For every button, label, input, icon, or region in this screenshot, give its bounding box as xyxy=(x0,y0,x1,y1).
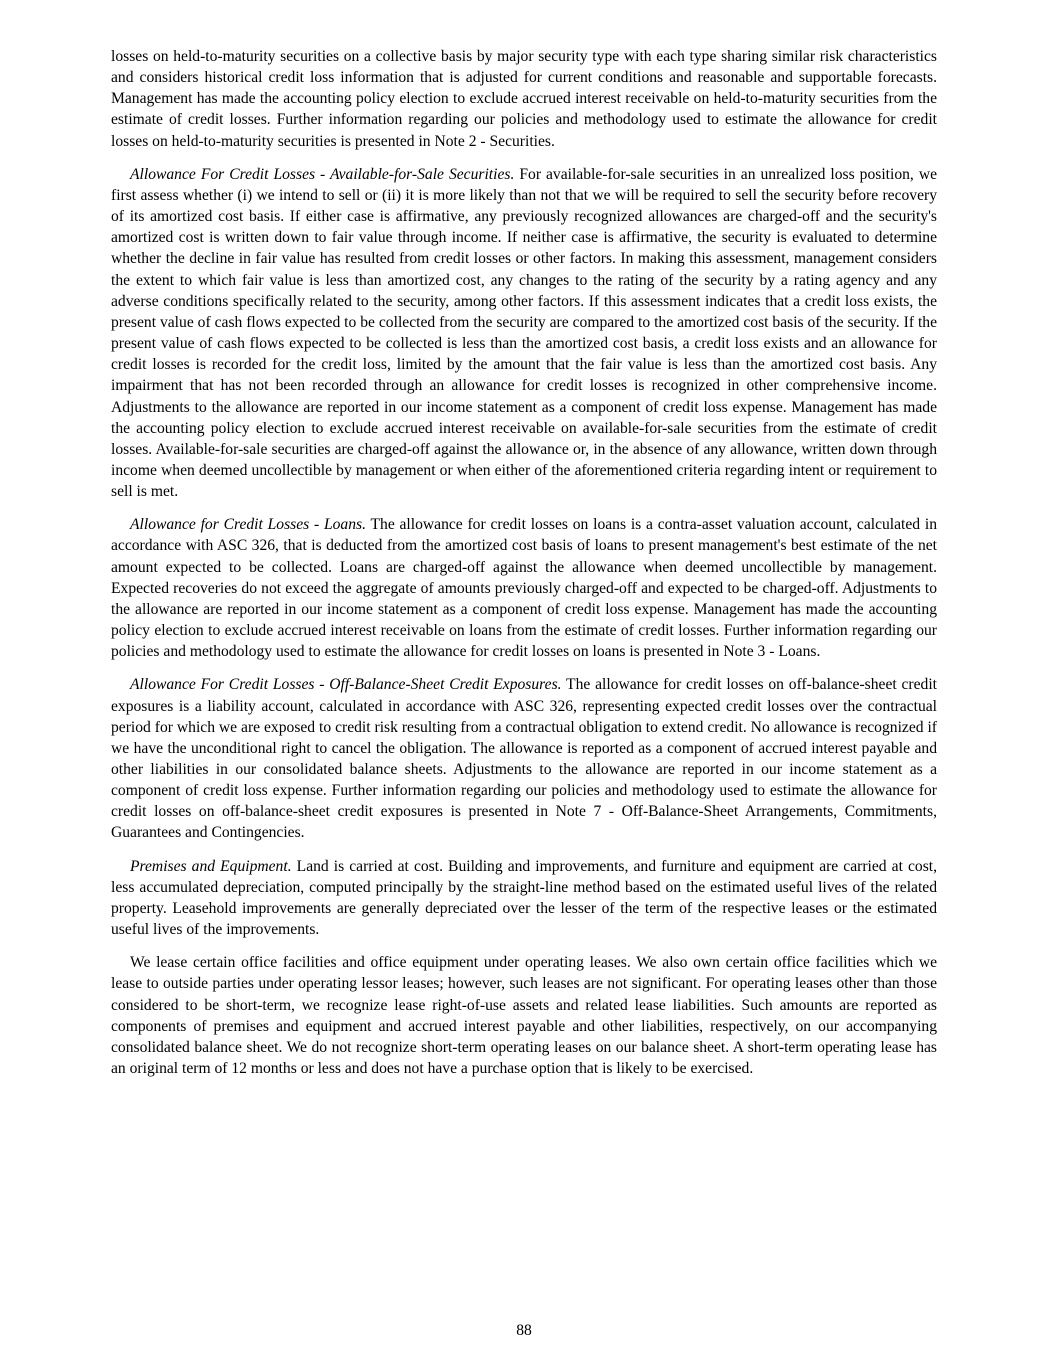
paragraph-held-to-maturity-continued xyxy=(111,46,937,152)
paragraph-heading: Allowance For Credit Losses - Off-Balance-Sheet Credit Exposures. xyxy=(130,676,562,694)
paragraph-premises-equipment xyxy=(111,856,937,941)
paragraph-leases xyxy=(111,952,937,1079)
paragraph-text: The allowance for credit losses on off-balance-sheet credit exposures is a liability account, calculated in accordance with ASC 326, representing expected credit losses over the contractual period for which we are exposed to credit risk resulting from a contractual obligation to extend credit. No allowance is recognized if we have the unconditional right to cancel the obligation. The allowance is reported as a component of accrued interest payable and other liabilities in our consolidated balance sheets. Adjustments to the allowance are reported in our income statement as a component of credit loss expense. Further information regarding our policies and methodology used to estimate the allowance for credit losses on off-balance-sheet credit exposures is presented in Note 7 - Off-Balance-Sheet Arrangements, Commitments, Guarantees and Contingencies. xyxy=(111,676,937,842)
paragraph-text: For available-for-sale securities in an unrealized loss position, we first assess whether (i) we intend to sell or (ii) it is more likely than not that we will be required to sell the security before recovery of its amortized cost basis. If either case is affirmative, any previously recognized allowances are charged-off and the security's amortized cost is written down to fair value through income. If neither case is affirmative, the security is evaluated to determine whether the decline in fair value has resulted from credit losses or other factors. In making this assessment, management considers the extent to which fair value is less than amortized cost, any changes to the rating of the security by a rating agency and any adverse conditions specifically related to the security, among other factors. If this assessment indicates that a credit loss exists, the present value of cash flows expected to be collected from the security are compared to the amortized cost basis of the security. If the present value of cash flows expected to be collected is less than the amortized cost basis, a credit loss exists and an allowance for credit losses is recorded for the credit loss, limited by the amount that the fair value is less than the amortized cost basis. Any impairment that has not been recorded through an allowance for credit losses is recognized in other comprehensive income. Adjustments to the allowance are reported in our income statement as a component of credit loss expense. Management has made the accounting policy election to exclude accrued interest receivable on available-for-sale securities from the estimate of credit losses. Available-for-sale securities are charged-off against the allowance or, in the absence of any allowance, written down through income when deemed uncollectible by management or when either of the aforementioned criteria regarding intent or requirement to sell is met. xyxy=(111,165,937,501)
paragraph-heading: Allowance For Credit Losses - Available-for-Sale Securities. xyxy=(130,165,515,183)
paragraph-text: Land is carried at cost. Building and improvements, and furniture and equipment are carried at cost, less accumulated depreciation, computed principally by the straight-line method based on the estimated useful lives of the related property. Leasehold improvements are generally depreciated over the lesser of the term of the respective leases or the estimated useful lives of the improvements. xyxy=(111,857,938,939)
paragraph-text: losses on held-to-maturity securities on a collective basis by major security type with each type sharing similar risk characteristics and considers historical credit loss information that is adjusted for current conditions and reasonable and supportable forecasts. Management has made the accounting policy election to exclude accrued interest receivable on held-to-maturity securities from the estimate of credit losses. Further information regarding our policies and methodology used to estimate the allowance for credit losses on held-to-maturity securities is presented in Note 2 - Securities. xyxy=(111,48,937,150)
paragraph-heading: Allowance for Credit Losses - Loans. xyxy=(130,516,366,534)
paragraph-text: We lease certain office facilities and office equipment under operating leases. We also own certain office facilities which we lease to outside parties under operating lessor leases; however, such leases are not significant. For operating leases other than those considered to be short-term, we recognize lease right-of-use assets and related lease liabilities. Such amounts are reported as components of premises and equipment and accrued interest payable and other liabilities, respectively, on our accompanying consolidated balance sheet. We do not recognize short-term operating leases on our balance sheet. A short-term operating lease has an original term of 12 months or less and does not have a purchase option that is likely to be exercised. xyxy=(111,954,937,1078)
paragraph-loans xyxy=(111,514,937,662)
document-page xyxy=(111,46,937,1091)
paragraph-off-balance-sheet xyxy=(111,674,937,843)
paragraph-text: The allowance for credit losses on loans is a contra-asset valuation account, calculated in accordance with ASC 326, that is deducted from the amortized cost basis of loans to present management's best estimate of the net amount expected to be collected. Loans are charged-off against the allowance when deemed uncollectible by management. Expected recoveries do not exceed the aggregate of amounts previously charged-off and expected to be charged-off. Adjustments to the allowance are reported in our income statement as a component of credit loss expense. Management has made the accounting policy election to exclude accrued interest receivable on loans from the estimate of credit losses. Further information regarding our policies and methodology used to estimate the allowance for credit losses on loans is presented in Note 3 - Loans. xyxy=(111,516,938,661)
paragraph-heading: Premises and Equipment. xyxy=(130,857,292,875)
page-number: 88 xyxy=(516,1322,532,1339)
paragraph-afs-securities xyxy=(111,164,937,503)
